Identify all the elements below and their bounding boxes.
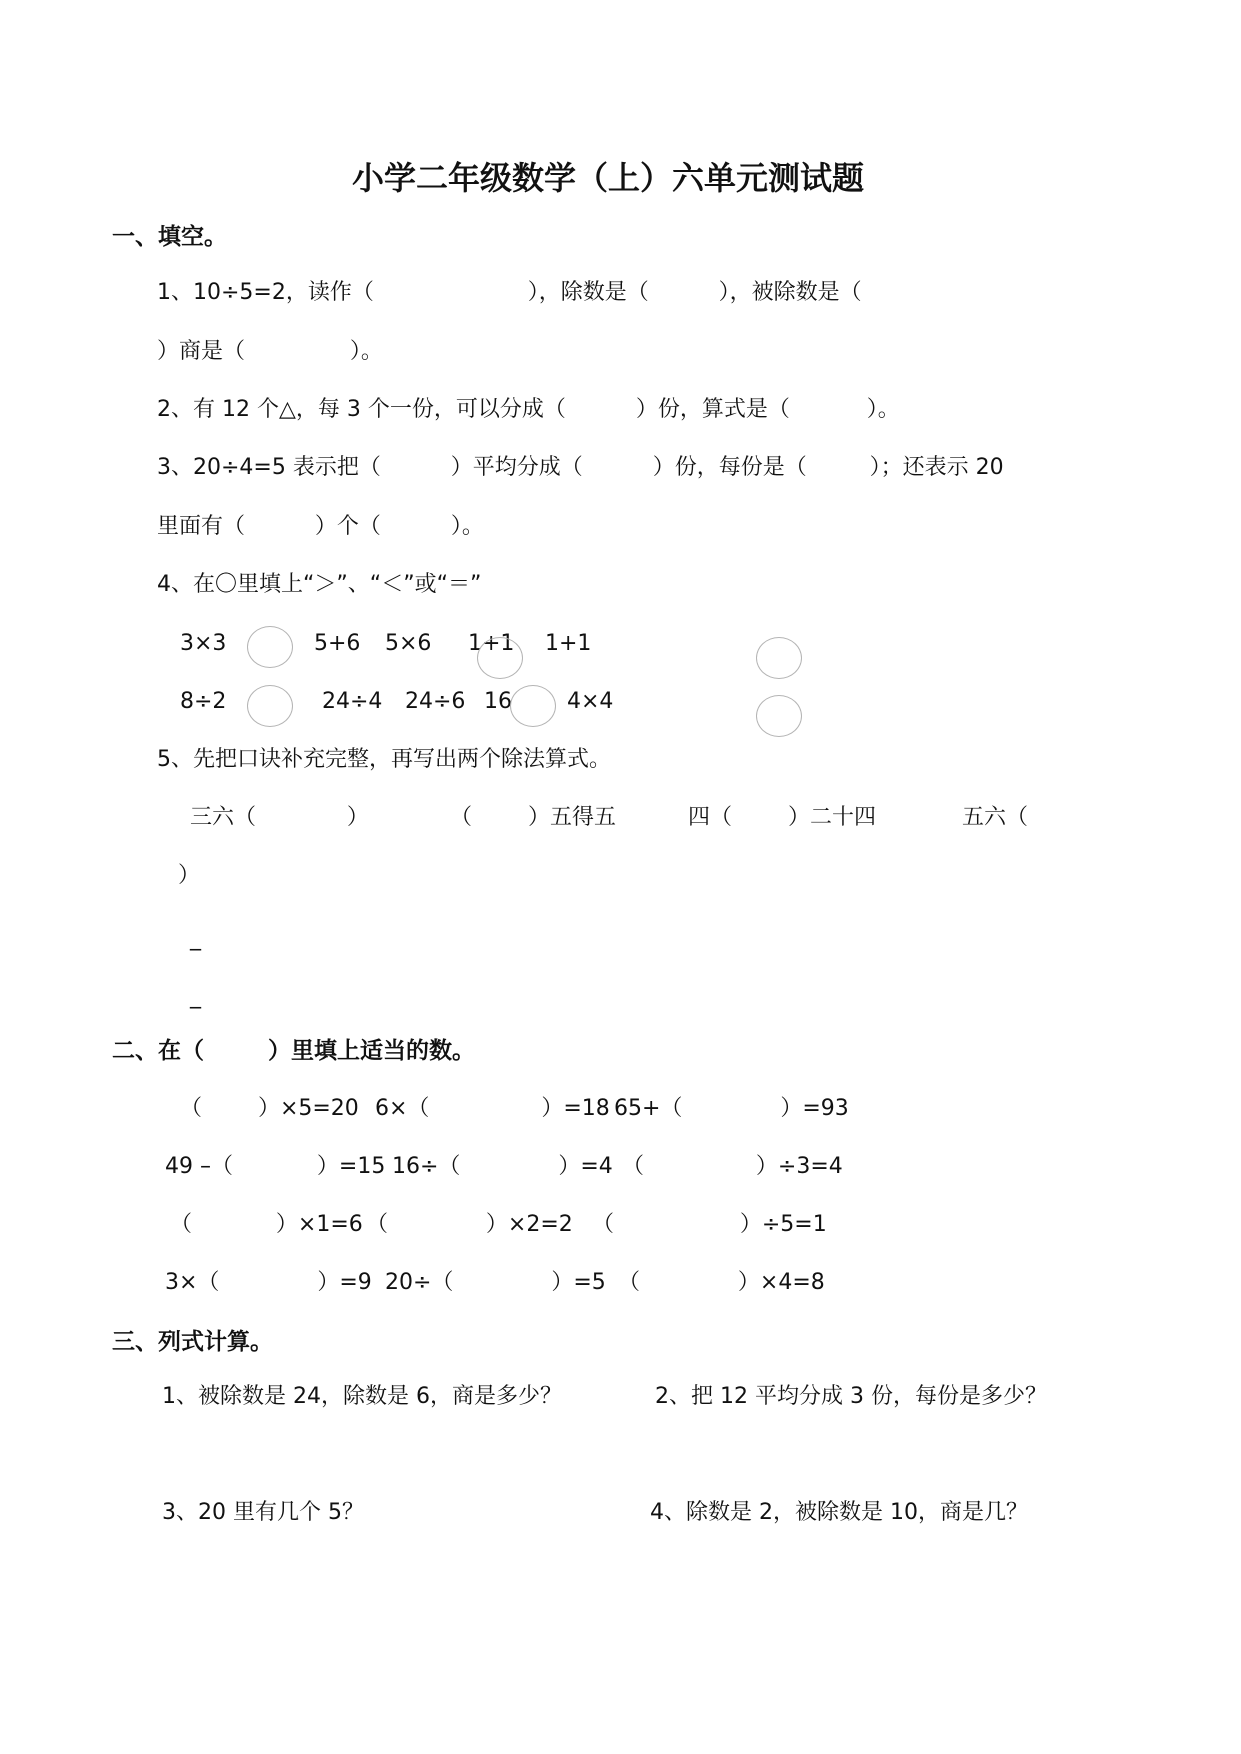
fill-item: （ ）÷3=4 [622, 1154, 843, 1179]
compare-circle[interactable] [247, 626, 293, 668]
fill-item: （ ）×2=2 [366, 1212, 573, 1237]
compare-expr: 24÷4 [322, 689, 383, 714]
answer-line: _ [190, 984, 201, 1009]
question-5: 5、先把口诀补充完整，再写出两个除法算式。 [157, 747, 611, 772]
answer-line: _ [190, 926, 201, 951]
fill-item: 3×（ ）=9 [165, 1270, 372, 1295]
formula-item-end: ） [178, 863, 201, 888]
formula-item: 四（ ）二十四 [688, 805, 876, 830]
formula-item: 五六（ [962, 805, 1029, 830]
compare-expr: 1+1 [545, 631, 592, 656]
question-3-line-1: 3、20÷4=5 表示把（ ）平均分成（ ）份，每份是（ ）；还表示 20 [157, 455, 1004, 480]
question-1-line-2: ）商是（ ）。 [157, 339, 383, 364]
compare-expr: 16 [484, 689, 512, 714]
question-1-line-1: 1、10÷5=2，读作（ ），除数是（ ），被除数是（ [157, 280, 862, 305]
compare-circle[interactable] [510, 685, 556, 727]
compare-circle[interactable] [756, 695, 802, 737]
compare-circle[interactable] [756, 637, 802, 679]
compare-expr: 1+1 [468, 631, 515, 656]
fill-item: 65+（ ）=93 [614, 1096, 849, 1121]
formula-item: 三六（ ） [190, 805, 369, 830]
fill-item: 49 –（ ）=15 [165, 1154, 386, 1179]
question-3-line-2: 里面有（ ）个（ ）。 [157, 514, 484, 539]
section-2-heading: 二、在（ ）里填上适当的数。 [112, 1038, 476, 1064]
question-2: 2、有 12 个△，每 3 个一份，可以分成（ ）份，算式是（ ）。 [157, 397, 900, 422]
compare-expr: 3×3 [180, 631, 227, 656]
fill-item: 16÷（ ）=4 [392, 1154, 613, 1179]
fill-item: （ ）×1=6 [170, 1212, 363, 1237]
fill-item: （ ）×5=20 [180, 1096, 359, 1121]
compare-expr: 5×6 [385, 631, 432, 656]
formula-item: （ ）五得五 [450, 805, 616, 830]
compare-circle[interactable] [477, 637, 523, 679]
fill-item: （ ）÷5=1 [592, 1212, 827, 1237]
problem-1: 1、被除数是 24，除数是 6，商是多少？ [162, 1384, 562, 1409]
problem-4: 4、除数是 2，被除数是 10，商是几？ [650, 1500, 1028, 1525]
fill-item: 6×（ ）=18 [375, 1096, 610, 1121]
compare-circle[interactable] [247, 685, 293, 727]
question-4: 4、在〇里填上“＞”、“＜”或“＝” [157, 572, 482, 597]
compare-expr: 4×4 [567, 689, 614, 714]
section-3-heading: 三、列式计算。 [112, 1329, 273, 1355]
fill-item: （ ）×4=8 [618, 1270, 825, 1295]
fill-item: 20÷（ ）=5 [385, 1270, 606, 1295]
problem-2: 2、把 12 平均分成 3 份，每份是多少？ [655, 1384, 1047, 1409]
compare-expr: 24÷6 [405, 689, 466, 714]
compare-expr: 8÷2 [180, 689, 227, 714]
compare-expr: 5+6 [314, 631, 361, 656]
page-title: 小学二年级数学（上）六单元测试题 [352, 159, 865, 197]
problem-3: 3、20 里有几个 5？ [162, 1500, 364, 1525]
section-1-heading: 一、填空。 [112, 224, 227, 250]
